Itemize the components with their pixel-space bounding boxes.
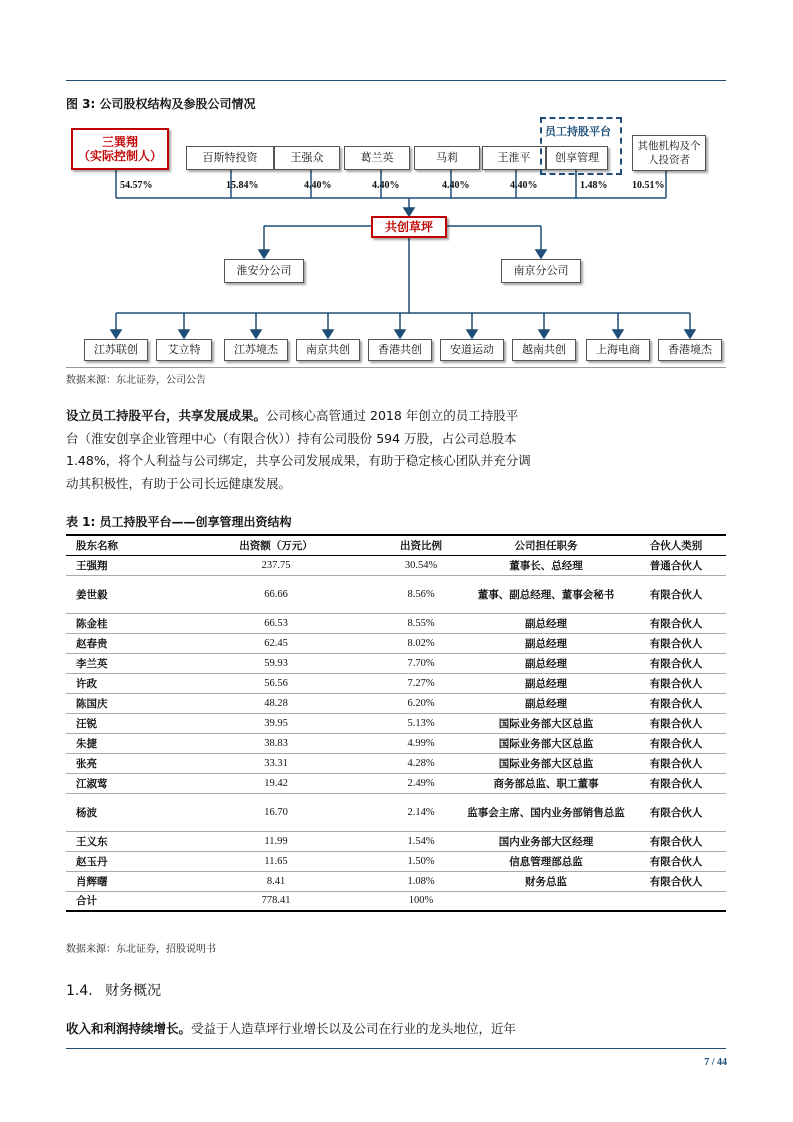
contribution-table (66, 534, 726, 912)
shareholder-node: 创享管理 (546, 146, 608, 170)
table-cell: 董事、副总经理、董事会秘书 (466, 575, 626, 613)
column-header: 股东名称 (66, 535, 176, 555)
table-cell: 陈金桂 (66, 613, 176, 633)
table-cell: 6.20% (376, 693, 466, 713)
table-cell: 国际业务部大区总监 (466, 713, 626, 733)
table-row (66, 753, 726, 773)
table-header-row (66, 535, 726, 555)
table-row (66, 575, 726, 613)
table-cell: 有限合伙人 (626, 793, 726, 831)
table-cell: 5.13% (376, 713, 466, 733)
shareholder-node: 葛兰英 (344, 146, 410, 170)
shareholder-pct: 4.40% (510, 180, 538, 191)
table-cell: 张亮 (66, 753, 176, 773)
header-rule (66, 80, 726, 81)
section-heading (66, 980, 161, 1000)
table-title: 表 1: 员工持股平台——创享管理出资结构 (66, 515, 292, 529)
table-cell: 2.14% (376, 793, 466, 831)
table-cell: 江淑莺 (66, 773, 176, 793)
table-cell: 有限合伙人 (626, 633, 726, 653)
shareholder-node: 王强众 (274, 146, 340, 170)
table-cell: 副总经理 (466, 673, 626, 693)
table-row (66, 673, 726, 693)
table-cell: 董事长、总经理 (466, 555, 626, 575)
table-cell: 19.42 (176, 773, 376, 793)
shareholder-pct: 15.84% (226, 180, 259, 191)
paragraph-line: 公司核心高管通过 2018 年创立的员工持股平 (266, 408, 519, 423)
table-cell: 1.54% (376, 831, 466, 851)
table-cell: 赵玉丹 (66, 851, 176, 871)
table-cell: 30.54% (376, 555, 466, 575)
table-cell: 1.50% (376, 851, 466, 871)
shareholder-pct: 10.51% (632, 180, 665, 191)
table-row (66, 831, 726, 851)
employee-platform-label: 员工持股平台 (545, 125, 611, 138)
table-cell: 778.41 (176, 891, 376, 911)
section-title: 财务概况 (105, 983, 162, 999)
column-header: 合伙人类别 (626, 535, 726, 555)
table-cell: 11.99 (176, 831, 376, 851)
table-row (66, 633, 726, 653)
table-cell: 监事会主席、国内业务部销售总监 (466, 793, 626, 831)
subsidiary-node: 香港境杰 (658, 339, 722, 361)
branch-node: 淮安分公司 (224, 259, 304, 283)
footer-rule (66, 1048, 726, 1049)
table-cell: 33.31 (176, 753, 376, 773)
table-cell: 杨波 (66, 793, 176, 831)
figure-bottom-rule (66, 367, 726, 368)
subsidiary-node: 安道运动 (440, 339, 504, 361)
paragraph-lead: 收入和利润持续增长。 (66, 1021, 192, 1036)
table-cell: 有限合伙人 (626, 613, 726, 633)
paragraph-line: 台（淮安创享企业管理中心（有限合伙））持有公司股份 594 万股，占公司总股本 (66, 430, 517, 446)
table-cell: 8.55% (376, 613, 466, 633)
figure-title: 图 3: 公司股权结构及参股公司情况 (66, 97, 256, 111)
table-cell: 朱捷 (66, 733, 176, 753)
controller-pct: 54.57% (120, 180, 153, 191)
table-row (66, 653, 726, 673)
table-cell: 11.65 (176, 851, 376, 871)
table-source: 数据来源：东北证券，招股说明书 (66, 944, 216, 955)
table-row (66, 773, 726, 793)
table-cell: 有限合伙人 (626, 693, 726, 713)
table-cell: 信息管理部总监 (466, 851, 626, 871)
table-cell: 财务总监 (466, 871, 626, 891)
column-header: 出资比例 (376, 535, 466, 555)
table-row (66, 613, 726, 633)
table-cell: 有限合伙人 (626, 773, 726, 793)
table-cell: 7.27% (376, 673, 466, 693)
table-cell: 4.28% (376, 753, 466, 773)
controller-node (71, 128, 169, 170)
table-cell: 副总经理 (466, 633, 626, 653)
paragraph-employee-platform (66, 405, 586, 495)
subsidiary-node: 香港共创 (368, 339, 432, 361)
table-cell: 国际业务部大区总监 (466, 733, 626, 753)
figure-source: 数据来源：东北证券，公司公告 (66, 375, 206, 386)
table-cell: 8.41 (176, 871, 376, 891)
table-cell (626, 891, 726, 911)
table-row (66, 851, 726, 871)
table-cell: 有限合伙人 (626, 753, 726, 773)
subsidiary-node: 江苏联创 (84, 339, 148, 361)
paragraph-text: 受益于人造草坪行业增长以及公司在行业的龙头地位，近年 (191, 1021, 517, 1036)
table-cell: 有限合伙人 (626, 653, 726, 673)
table-cell: 商务部总监、职工董事 (466, 773, 626, 793)
table-row (66, 693, 726, 713)
column-header: 出资额（万元） (176, 535, 376, 555)
company-node: 共创草坪 (371, 216, 447, 238)
table-cell: 陈国庆 (66, 693, 176, 713)
table-cell: 16.70 (176, 793, 376, 831)
table-cell: 有限合伙人 (626, 851, 726, 871)
table-cell: 汪锐 (66, 713, 176, 733)
table-cell: 副总经理 (466, 693, 626, 713)
table-cell: 赵春贵 (66, 633, 176, 653)
table-cell: 237.75 (176, 555, 376, 575)
table-cell: 姜世毅 (66, 575, 176, 613)
table-cell: 8.56% (376, 575, 466, 613)
subsidiary-node: 上海电商 (586, 339, 650, 361)
table-cell: 62.45 (176, 633, 376, 653)
shareholder-node: 其他机构及个人投资者 (632, 135, 706, 171)
shareholder-pct: 4.40% (442, 180, 470, 191)
table-cell: 副总经理 (466, 613, 626, 633)
table-cell: 2.49% (376, 773, 466, 793)
table-cell (466, 891, 626, 911)
table-cell: 56.56 (176, 673, 376, 693)
shareholder-node: 百斯特投资 (186, 146, 274, 170)
shareholder-pct: 4.40% (304, 180, 332, 191)
table-row (66, 793, 726, 831)
table-cell: 7.70% (376, 653, 466, 673)
table-cell: 有限合伙人 (626, 713, 726, 733)
paragraph-revenue (66, 1018, 586, 1041)
table-cell: 普通合伙人 (626, 555, 726, 575)
table-cell: 100% (376, 891, 466, 911)
table-cell: 66.53 (176, 613, 376, 633)
column-header: 公司担任职务 (466, 535, 626, 555)
table-cell: 副总经理 (466, 653, 626, 673)
table-cell: 有限合伙人 (626, 733, 726, 753)
table-cell: 8.02% (376, 633, 466, 653)
branch-node: 南京分公司 (501, 259, 581, 283)
subsidiary-node: 越南共创 (512, 339, 576, 361)
table-row (66, 733, 726, 753)
table-cell: 66.66 (176, 575, 376, 613)
controller-name: 三巽翔 (101, 135, 138, 149)
controller-role: （实际控制人） (77, 149, 162, 163)
table-cell: 有限合伙人 (626, 673, 726, 693)
table-cell: 有限合伙人 (626, 871, 726, 891)
subsidiary-node: 艾立特 (156, 339, 212, 361)
table-cell: 1.08% (376, 871, 466, 891)
table-cell: 肖辉曙 (66, 871, 176, 891)
table-cell: 有限合伙人 (626, 831, 726, 851)
paragraph-lead: 设立员工持股平台，共享发展成果。 (66, 408, 267, 423)
subsidiary-node: 江苏境杰 (224, 339, 288, 361)
table-cell: 38.83 (176, 733, 376, 753)
table-cell: 李兰英 (66, 653, 176, 673)
table-cell: 合计 (66, 891, 176, 911)
section-number: 1.4. (66, 983, 93, 999)
shareholder-pct: 4.40% (372, 180, 400, 191)
table-row (66, 871, 726, 891)
shareholder-pct: 1.48% (580, 180, 608, 191)
table-cell: 国际业务部大区总监 (466, 753, 626, 773)
subsidiary-node: 南京共创 (296, 339, 360, 361)
table-cell: 48.28 (176, 693, 376, 713)
table-cell: 王强翔 (66, 555, 176, 575)
table-row (66, 713, 726, 733)
table-cell: 国内业务部大区经理 (466, 831, 626, 851)
table-total-row (66, 891, 726, 911)
shareholder-node: 马莉 (414, 146, 480, 170)
table-cell: 王义东 (66, 831, 176, 851)
table-cell: 有限合伙人 (626, 575, 726, 613)
table-cell: 4.99% (376, 733, 466, 753)
ownership-diagram (66, 113, 726, 363)
shareholder-node: 王淮平 (482, 146, 546, 170)
paragraph-line: 动其积极性，有助于公司长远健康发展。 (66, 475, 292, 491)
table-cell: 39.95 (176, 713, 376, 733)
table-row (66, 555, 726, 575)
table-cell: 许政 (66, 673, 176, 693)
paragraph-line: 1.48%，将个人利益与公司绑定，共享公司发展成果，有助于稳定核心团队并充分调 (66, 453, 531, 468)
page-number: 7 / 44 (704, 1057, 727, 1068)
table-cell: 59.93 (176, 653, 376, 673)
